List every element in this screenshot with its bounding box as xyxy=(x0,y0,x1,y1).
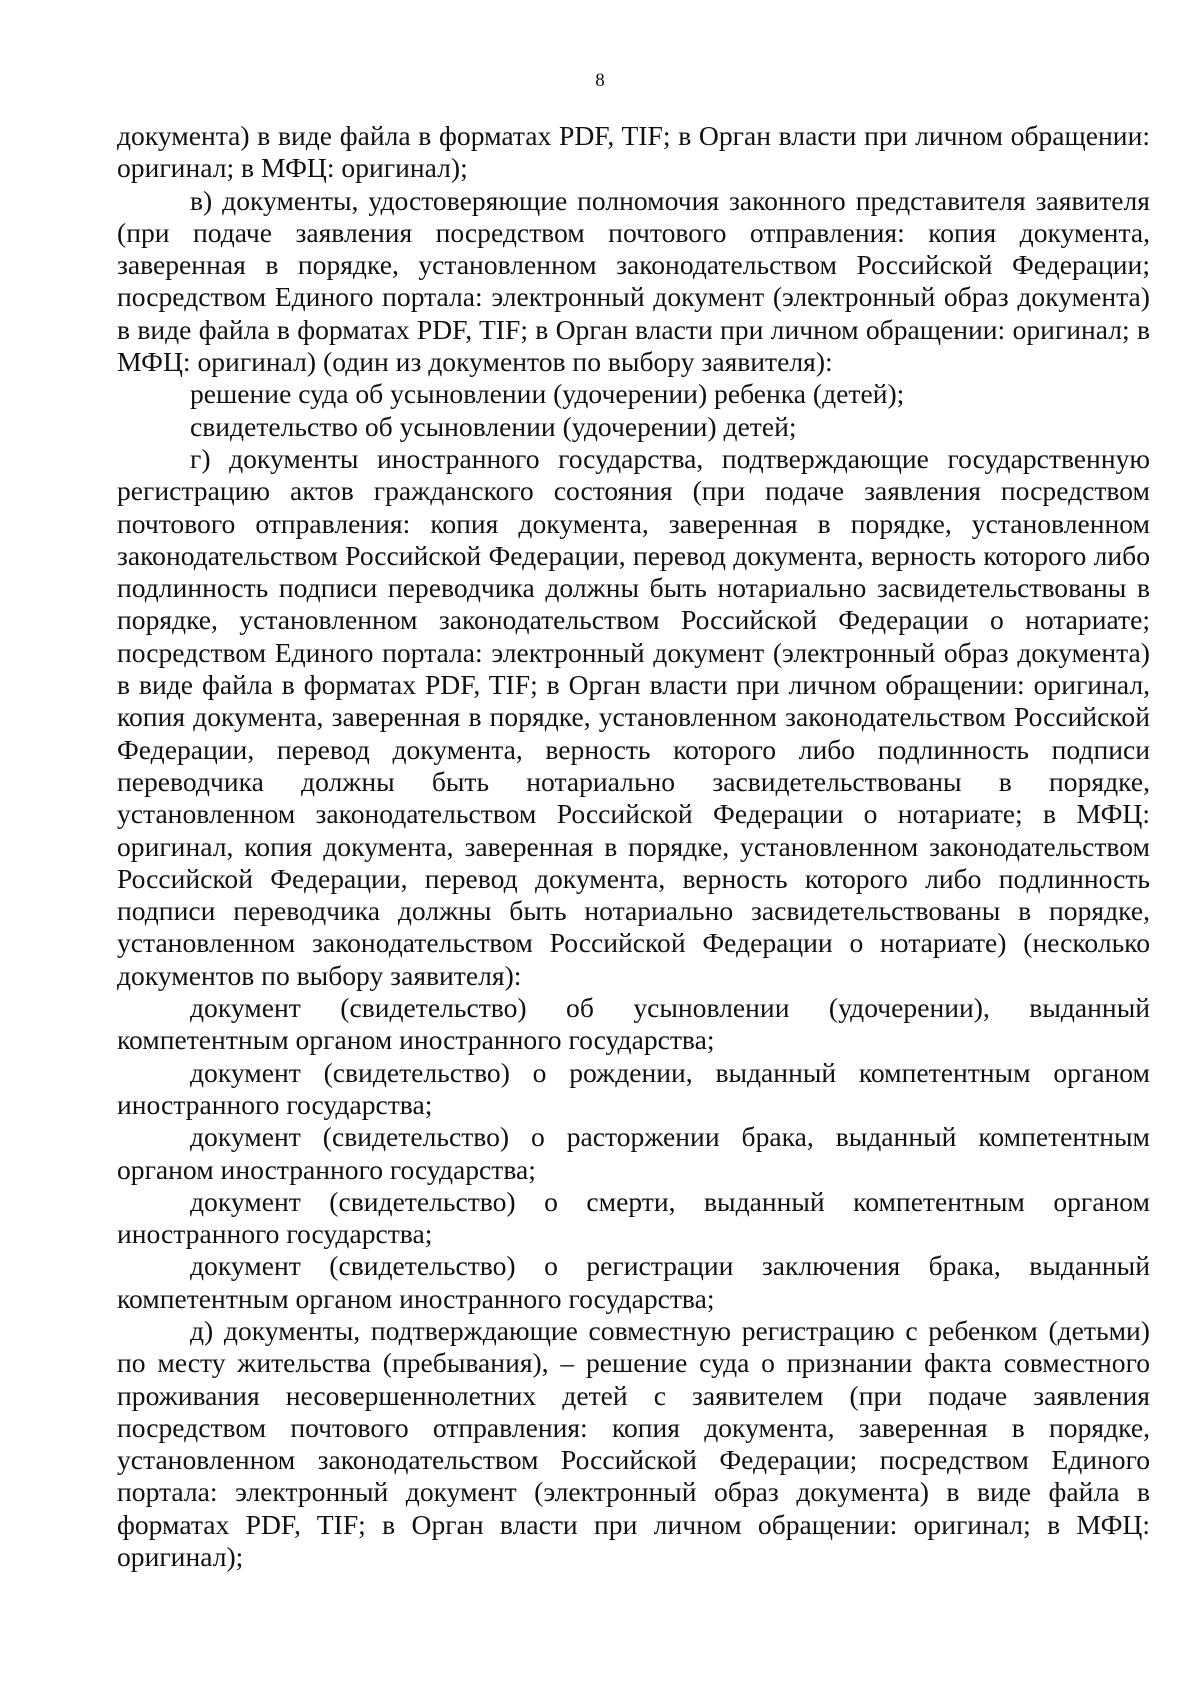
paragraph-foreign-birth: документ (свидетельство) о рождении, выданный компетентным органом иностранного государства; xyxy=(117,1056,1150,1120)
document-body xyxy=(117,120,1150,1573)
paragraph-foreign-marriage: документ (свидетельство) о регистрации заключения брака, выданный компетентным органом иностранного государства; xyxy=(117,1250,1150,1314)
paragraph-foreign-adoption: документ (свидетельство) об усыновлении (удочерении), выданный компетентным органом иностранного государства; xyxy=(117,992,1150,1056)
paragraph-foreign-divorce: документ (свидетельство) о расторжении брака, выданный компетентным органом иностранного государства; xyxy=(117,1121,1150,1185)
page-number: 8 xyxy=(595,70,605,91)
paragraph-adoption-certificate: свидетельство об усыновлении (удочерении) детей; xyxy=(190,410,797,442)
paragraph-court-decision: решение суда об усыновлении (удочерении) ребенка (детей); xyxy=(190,378,905,410)
paragraph-continuation: документа) в виде файла в форматах PDF, TIF; в Орган власти при личном обращении: оригинал; в МФЦ: оригинал); xyxy=(117,120,1150,184)
paragraph-foreign-death: документ (свидетельство) о смерти, выданный компетентным органом иностранного государства; xyxy=(117,1185,1150,1250)
paragraph-item-g: г) документы иностранного государства, подтверждающие государственную регистрацию актов гражданского состояния (при подаче заявления посредством почтового отправления: копия документа, заверенная в порядке, установленном законодательством Российской Федерации, перевод документа, верность которого либо подлинность подписи переводчика должны быть нотариально засвидетельствованы в порядке, установленном законодательством Российской Федерации о нотариате; посредством Единого портала: электронный документ (электронный образ документа) в виде файла в форматах PDF, TIF; в Орган власти при личном обращении: оригинал, копия документа, заверенная в порядке, установленном законодательством Российской Федерации, перевод документа, верность которого либо подлинность подписи переводчика должны быть нотариально засвидетельствованы в порядке, установленном законодательством Российской Федерации о нотариате; в МФЦ: оригинал, копия документа, заверенная в порядке, установленном законодательством Российской Федерации, перевод документа, верность которого либо подлинность подписи переводчика должны быть нотариально засвидетельствованы в порядке, установленном законодательством Российской Федерации о нотариате) (несколько документов по выбору заявителя): xyxy=(117,442,1150,991)
paragraph-item-v: в) документы, удостоверяющие полномочия законного представителя заявителя (при подаче заявления посредством почтового отправления: копия документа, заверенная в порядке, установленном законодательством Российской Федерации; посредством Единого портала: электронный документ (электронный образ документа) в виде файла в форматах PDF, TIF; в Орган власти при личном обращении: оригинал; в МФЦ: оригинал) (один из документов по выбору заявителя): xyxy=(117,184,1150,378)
paragraph-item-d: д) документы, подтверждающие совместную регистрацию с ребенком (детьми) по месту жительства (пребывания), – решение суда о признании факта совместного проживания несовершеннолетних детей с заявителем (при подаче заявления посредством почтового отправления: копия документа, заверенная в порядке, установленном законодательством Российской Федерации; посредством Единого портала: электронный документ (электронный образ документа) в виде файла в форматах PDF, TIF; в Орган власти при личном обращении: оригинал; в МФЦ: оригинал); xyxy=(117,1314,1150,1573)
